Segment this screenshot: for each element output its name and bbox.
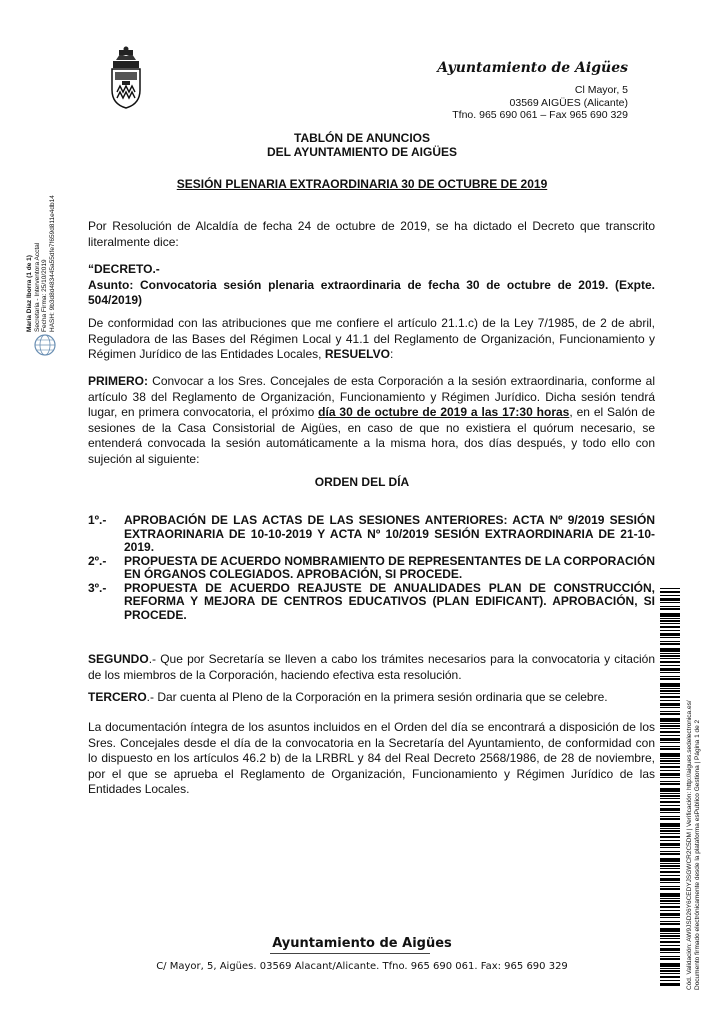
barcode-bar (660, 703, 680, 706)
barcode-bar (660, 801, 680, 803)
coat-of-arms-logo (106, 46, 146, 112)
decree-subject: Asunto: Convocatoria sesión plenaria extraordinaria de fecha 30 de octubre de 2019. (Expte. 504/2019) (88, 277, 655, 307)
barcode-bar (660, 693, 680, 694)
agenda-item (88, 555, 655, 582)
tercero-paragraph (88, 690, 655, 706)
legal-basis-text: De conformidad con las atribuciones que me confiere el artículo 21.1.c) de la Ley 7/1985, de 2 de abril, Reguladora de las Bases del Régimen Local y 41.1 del Reglamento de Organización, Funcionamiento y Régimen Jurídico de las Entidades Locales, (88, 316, 655, 361)
barcode-bar (660, 783, 680, 785)
barcode-bar (660, 723, 680, 724)
barcode-bar (660, 766, 680, 768)
tercero-text: .- Dar cuenta al Pleno de la Corporación en la primera sesión ordinaria que se celebre. (146, 690, 608, 704)
intro-text: Por Resolución de Alcaldía de fecha 24 de octubre de 2019, se ha dictado el Decreto que transcrito literalmente dice: (88, 219, 655, 249)
primero-text: Convocar a los Sres. Concejales de esta Corporación a la sesión extraordinaria, conforme al artículo 38 del Reglamento de Organización, Funcionamiento y Régimen Jurídico. Dicha sesión tendrá lugar, en primera convocatoria, el próximo (88, 374, 655, 419)
primero-text-end: , en el Salón de sesiones de la Casa Consistorial de Aigües, en caso de que no existiera el quórum necesario, se entenderá convocada la sesión automáticamente a la misma hora, dos días después, y todo ello con sujeción al siguiente: (88, 405, 655, 466)
signer-role: Secretaria - Interventora Acctal (33, 242, 41, 332)
signature-date: Fecha Firma: 25/10/2019 (41, 259, 48, 332)
agenda-item-text: PROPUESTA DE ACUERDO NOMBRAMIENTO DE REPRESENTANTES DE LA CORPORACIÓN EN ÓRGANOS COLEGIADOS. APROBACIÓN, SI PROCEDE. (124, 553, 655, 581)
documentation-paragraph (88, 720, 655, 798)
barcode-bar (660, 672, 680, 673)
barcode-bar (660, 758, 680, 759)
barcode-bar (660, 606, 680, 607)
barcode-bar (660, 851, 680, 852)
barcode-bar (660, 983, 680, 986)
barcode-bar (660, 823, 680, 827)
barcode-bar (660, 696, 680, 698)
barcode-bar (660, 763, 680, 764)
barcode-bar (660, 641, 680, 642)
title-line-1: TABLÓN DE ANUNCIOS (294, 131, 430, 145)
barcode-bar (660, 805, 680, 806)
barcode-bar (660, 735, 680, 736)
barcode-bar (660, 788, 680, 792)
barcode-bar (660, 906, 680, 908)
barcode-bar (660, 655, 680, 657)
agenda-item-text: APROBACIÓN DE LAS ACTAS DE LAS SESIONES ANTERIORES: ACTA Nº 9/2019 SESIÓN EXTRAORINARIA DE 10-10-2019 Y ACTA Nº 10/2019 SESIÓN EXTRAORDINARIA DE 21-10-2019. (124, 513, 655, 554)
barcode-bar (660, 731, 680, 733)
decree-header (88, 262, 655, 309)
barcode-bar (660, 875, 680, 876)
barcode-bar (660, 868, 680, 869)
barcode-bar (660, 878, 680, 881)
barcode-bar (660, 618, 680, 619)
barcode-bar (660, 665, 680, 666)
tercero-label: TERCERO (88, 690, 147, 704)
agenda-list (88, 514, 655, 622)
barcode-bar (660, 812, 680, 813)
barcode-bar (660, 973, 680, 974)
barcode-bar (660, 980, 680, 981)
barcode-bar (660, 591, 680, 593)
barcode-bar (660, 633, 680, 636)
platform-note: Documento firmado electrónicamente desde la plataforma esPublico Gestiona | Página 1 de 2 (693, 719, 701, 990)
electronic-signature-block (26, 195, 56, 332)
barcode-bar (660, 928, 680, 932)
barcode-bar (660, 613, 680, 617)
barcode-bar (660, 882, 680, 883)
barcode-bar (660, 795, 680, 797)
barcode-bar (660, 847, 680, 848)
barcode-bar (660, 725, 680, 727)
notice-board-title (0, 131, 724, 159)
barcode-bar (660, 630, 680, 631)
barcode-bar (660, 661, 680, 663)
barcode-bar (660, 808, 680, 811)
barcode-bar (660, 683, 680, 687)
barcode-bar (660, 773, 680, 776)
barcode-bar (660, 658, 680, 659)
barcode-bar (660, 816, 680, 817)
resuelvo-label: RESUELVO (324, 347, 390, 361)
barcode-bar (660, 620, 680, 622)
resuelvo-colon: : (389, 347, 394, 361)
barcode-bar (660, 781, 680, 782)
footer-divider (270, 953, 430, 954)
barcode-bar (660, 903, 680, 904)
signature-hash: HASH: 9b3d8d483445a55dfe7f659d811e4db14 (48, 195, 56, 332)
barcode-bar (660, 933, 680, 934)
barcode-bar (660, 700, 680, 701)
seal-globe-icon (34, 334, 56, 356)
primero-paragraph (88, 374, 655, 467)
footer-title: Ayuntamiento de Aigües (272, 936, 452, 951)
barcode-bar (660, 643, 680, 645)
barcode-bar (660, 886, 680, 887)
documentation-text: La documentación íntegra de los asuntos incluidos en el Orden del día se encontrará a disposición de los Sres. Concejales desde el día de la convocatoria en la Secretaría del Ayuntamiento, de conformidad con lo dispuesto en los artículos 46.2 b) de la LRBRL y 84 del Real Decreto 2568/1986, de 28 de noviembre, por el que se aprueba el Reglamento de Organización, Funcionamiento y Régimen Jurídico de las Entidades Locales. (88, 720, 655, 796)
agenda-item-number: 3º.- (88, 580, 107, 595)
verification-footer (686, 590, 701, 990)
address-line: Tfno. 965 690 061 – Fax 965 690 329 (452, 109, 628, 121)
barcode-bar (660, 728, 680, 729)
barcode-bar (660, 952, 680, 953)
agenda-item (88, 514, 655, 555)
barcode-bar (660, 833, 680, 834)
barcode-bar (660, 900, 680, 902)
barcode-bar (660, 798, 680, 799)
barcode-bar (660, 840, 680, 841)
barcode-bar (660, 830, 680, 832)
agenda-item-number: 1º.- (88, 513, 107, 527)
title-line-2: DEL AYUNTAMIENTO DE AIGÜES (266, 145, 458, 159)
barcode-bar (660, 626, 680, 628)
barcode-bar (660, 718, 680, 722)
barcode-bar (660, 760, 680, 762)
barcode-bar (660, 865, 680, 867)
address-line: Cl Mayor, 5 (574, 84, 628, 96)
barcode-bar (660, 602, 680, 603)
session-heading: SESIÓN PLENARIA EXTRAORDINARIA 30 DE OCTUBRE DE 2019 (176, 177, 548, 191)
barcode-bar (660, 588, 680, 589)
barcode-bar (660, 738, 680, 741)
barcode-bar (660, 753, 680, 757)
barcode-bar (660, 653, 680, 654)
barcode-bar (660, 688, 680, 689)
segundo-text: .- Que por Secretaría se lleven a cabo los trámites necesarios para la convocatoria y citación de los miembros de la Corporación, haciendo efectiva esta resolución. (88, 652, 655, 682)
agenda-item-number: 2º.- (88, 553, 107, 568)
intro-paragraph (88, 219, 655, 250)
barcode-bar (660, 818, 680, 820)
barcode-bar (660, 853, 680, 855)
barcode-bar (660, 863, 680, 864)
barcode-bar (660, 871, 680, 873)
barcode-bar (660, 976, 680, 978)
header-address (452, 84, 628, 122)
barcode-bar (660, 921, 680, 922)
agenda-title: ORDEN DEL DÍA (314, 475, 410, 489)
barcode-bar (660, 858, 680, 862)
barcode-bar (660, 888, 680, 890)
barcode-bar (660, 598, 680, 601)
barcode-bar (660, 956, 680, 957)
agenda-item-text: PROPUESTA DE ACUERDO REAJUSTE DE ANUALIDADES PLAN DE CONSTRUCCIÓN, REFORMA Y MEJORA DE CENTROS EDUCATIVOS (PLAN EDIFICANT). APROBACIÓN, SI PROCEDE. (124, 580, 655, 622)
decree-heading: “DECRETO.- (88, 262, 160, 276)
barcode-bar (660, 623, 680, 624)
barcode-bar (660, 770, 680, 771)
barcode-bar (660, 748, 680, 750)
barcode-bar (660, 678, 680, 680)
barcode-bar (660, 843, 680, 846)
barcode-bar (660, 676, 680, 677)
barcode-bar (660, 893, 680, 897)
brand-signature: Ayuntamiento de Aigües (437, 60, 628, 76)
barcode-bar (660, 923, 680, 925)
barcode-bar (660, 746, 680, 747)
barcode-bar (660, 707, 680, 708)
barcode-bar (660, 898, 680, 899)
barcode-bar (660, 913, 680, 916)
barcode-bar (660, 742, 680, 743)
barcode-bar (660, 777, 680, 778)
agenda-item (88, 582, 655, 623)
barcode-bar (660, 910, 680, 911)
validation-barcode (660, 588, 680, 986)
barcode-bar (660, 711, 680, 712)
barcode-bar (660, 713, 680, 715)
barcode-bar (660, 637, 680, 638)
barcode-bar (660, 595, 680, 596)
session-date: día 30 de octubre de 2019 a las 17:30 horas (318, 405, 570, 419)
barcode-bar (660, 793, 680, 794)
address-line: 03569 AIGÜES (Alicante) (509, 96, 628, 109)
segundo-paragraph (88, 652, 655, 683)
barcode-bar (660, 917, 680, 918)
barcode-bar (660, 836, 680, 838)
segundo-label: SEGUNDO (88, 652, 149, 666)
barcode-bar (660, 690, 680, 692)
footer-address: C/ Mayor, 5, Aigües. 03569 Alacant/Alicante. Tfno. 965 690 061. Fax: 965 690 329 (156, 961, 568, 972)
barcode-bar (660, 668, 680, 671)
validation-code: Cód. Validación: AW9JSD26Y6CEDYJSGWCR2C5DM | Verificación: http://aigues.sedelectronica.es/ (686, 700, 693, 990)
signer-name: María Díaz Iborra (1 de 1) (26, 255, 33, 332)
barcode-bar (660, 958, 680, 960)
barcode-bar (660, 648, 680, 652)
legal-basis-paragraph (88, 316, 655, 363)
barcode-bar (660, 828, 680, 829)
barcode-bar (660, 608, 680, 610)
primero-label: PRIMERO: (88, 374, 148, 388)
